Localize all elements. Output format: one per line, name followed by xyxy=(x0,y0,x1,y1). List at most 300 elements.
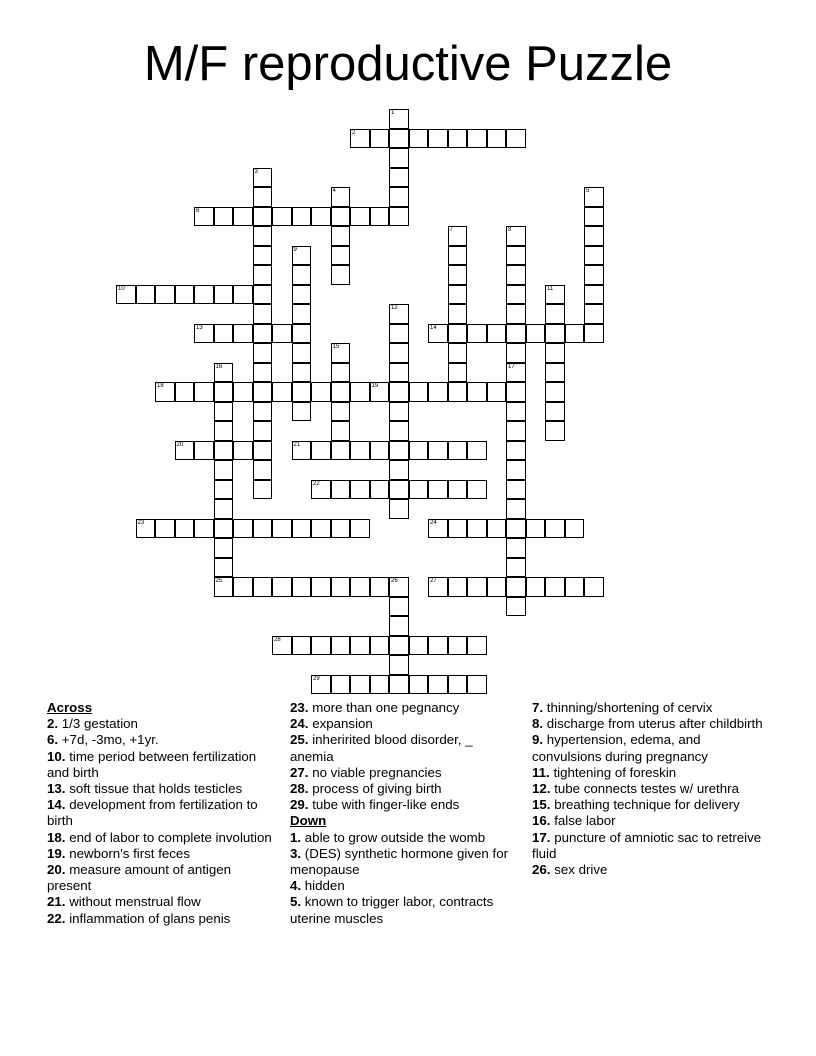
grid-cell[interactable] xyxy=(253,168,273,188)
grid-cell[interactable] xyxy=(350,129,370,149)
grid-cell[interactable] xyxy=(292,207,312,227)
grid-cell[interactable] xyxy=(214,207,234,227)
grid-cell[interactable] xyxy=(448,285,468,305)
grid-cell[interactable] xyxy=(448,480,468,500)
grid-cell[interactable] xyxy=(389,499,409,519)
clue-number: 14 xyxy=(430,324,437,331)
grid-cell[interactable] xyxy=(428,129,448,149)
down-clue xyxy=(532,765,772,781)
grid-cell[interactable] xyxy=(175,285,195,305)
clue-text: hidden xyxy=(301,878,345,894)
grid-cell[interactable] xyxy=(214,402,234,422)
clue-number: 18 xyxy=(157,383,164,389)
clue-text: (DES) synthetic hormone given for menopause xyxy=(290,845,509,878)
grid-cell[interactable] xyxy=(331,636,351,656)
grid-cell[interactable] xyxy=(214,363,234,383)
grid-cell[interactable] xyxy=(253,304,273,324)
clue-number-label: 22. xyxy=(47,910,66,926)
grid-cell[interactable] xyxy=(428,675,448,695)
grid-cell[interactable] xyxy=(409,675,429,695)
grid-cell[interactable] xyxy=(311,577,331,597)
grid-cell[interactable] xyxy=(584,304,604,324)
grid-cell[interactable] xyxy=(506,441,526,461)
grid-cell[interactable] xyxy=(545,577,565,597)
grid-cell[interactable] xyxy=(409,382,429,402)
down-clue xyxy=(532,700,772,716)
grid-cell[interactable] xyxy=(350,636,370,656)
grid-cell[interactable] xyxy=(370,636,390,656)
grid-cell[interactable] xyxy=(214,519,234,539)
grid-cell[interactable] xyxy=(389,363,409,383)
across-clue xyxy=(47,862,275,894)
clue-text: development from fertilization to birth xyxy=(47,797,258,829)
grid-cell[interactable] xyxy=(292,519,312,539)
clue-number: 2 xyxy=(352,129,356,136)
grid-cell[interactable] xyxy=(506,538,526,558)
grid-cell[interactable] xyxy=(467,129,487,149)
grid-cell[interactable] xyxy=(584,207,604,227)
grid-cell[interactable] xyxy=(506,324,526,344)
grid-cell[interactable] xyxy=(214,499,234,519)
clue-number: 25 xyxy=(215,578,223,584)
grid-cell[interactable] xyxy=(389,343,409,363)
grid-cell[interactable] xyxy=(253,265,273,285)
grid-cell[interactable] xyxy=(311,675,331,695)
grid-cell[interactable] xyxy=(233,324,253,344)
grid-cell[interactable] xyxy=(389,402,409,422)
clue-number-label: 19. xyxy=(47,845,66,861)
grid-cell[interactable] xyxy=(253,246,273,266)
grid-cell[interactable] xyxy=(292,304,312,324)
grid-cell[interactable] xyxy=(506,577,526,597)
grid-cell[interactable] xyxy=(428,480,448,500)
clue-text: breathing technique for delivery xyxy=(550,797,740,813)
grid-cell[interactable] xyxy=(565,519,585,539)
grid-cell[interactable] xyxy=(565,577,585,597)
grid-cell[interactable] xyxy=(233,577,253,597)
clue-number-label: 3. xyxy=(290,845,302,861)
grid-cell[interactable] xyxy=(545,382,565,402)
grid-cell[interactable] xyxy=(214,538,234,558)
down-clue xyxy=(532,797,772,813)
grid-cell[interactable] xyxy=(467,480,487,500)
grid-cell[interactable] xyxy=(506,480,526,500)
grid-cell[interactable] xyxy=(253,187,273,207)
grid-cell[interactable] xyxy=(448,129,468,149)
grid-cell[interactable] xyxy=(370,441,390,461)
grid-cell[interactable] xyxy=(467,382,487,402)
grid-cell[interactable] xyxy=(253,441,273,461)
grid-cell[interactable] xyxy=(584,285,604,305)
grid-cell[interactable] xyxy=(448,636,468,656)
grid-cell[interactable] xyxy=(311,480,331,500)
grid-cell[interactable] xyxy=(194,207,214,227)
grid-cell[interactable] xyxy=(331,402,351,422)
across-clue xyxy=(47,911,275,927)
clue-number: 24 xyxy=(430,519,437,526)
grid-cell[interactable] xyxy=(389,421,409,441)
clue-number: 23 xyxy=(137,519,145,526)
grid-cell[interactable] xyxy=(487,129,507,149)
grid-cell[interactable] xyxy=(526,519,546,539)
grid-cell[interactable] xyxy=(331,382,351,402)
grid-cell[interactable] xyxy=(389,675,409,695)
grid-cell[interactable] xyxy=(253,226,273,246)
clue-number: 3 xyxy=(254,168,258,175)
grid-cell[interactable] xyxy=(506,129,526,149)
clue-number: 19 xyxy=(371,383,379,389)
grid-cell[interactable] xyxy=(506,402,526,422)
clue-number: 29 xyxy=(313,675,320,682)
clue-text: +7d, -3mo, +1yr. xyxy=(58,732,159,748)
grid-cell[interactable] xyxy=(428,324,448,344)
grid-cell[interactable] xyxy=(506,246,526,266)
grid-cell[interactable] xyxy=(253,460,273,480)
grid-cell[interactable] xyxy=(584,246,604,266)
grid-cell[interactable] xyxy=(370,480,390,500)
clue-text: puncture of amniotic sac to retreive fluid xyxy=(532,829,762,861)
grid-cell[interactable] xyxy=(467,441,487,461)
grid-cell[interactable] xyxy=(584,577,604,597)
grid-cell[interactable] xyxy=(253,402,273,422)
grid-cell[interactable] xyxy=(194,441,214,461)
grid-cell[interactable] xyxy=(409,636,429,656)
grid-cell[interactable] xyxy=(448,675,468,695)
grid-cell[interactable] xyxy=(331,207,351,227)
grid-cell[interactable] xyxy=(448,246,468,266)
clue-text: more than one pegnancy xyxy=(308,700,460,715)
grid-cell[interactable] xyxy=(506,304,526,324)
grid-cell[interactable] xyxy=(194,519,214,539)
grid-cell[interactable] xyxy=(292,343,312,363)
grid-cell[interactable] xyxy=(331,187,351,207)
clue-text: hypertension, edema, and convulsions during pregnancy xyxy=(532,732,708,764)
clue-text: no viable pregnancies xyxy=(308,764,442,780)
grid-cell[interactable] xyxy=(331,441,351,461)
grid-cell[interactable] xyxy=(448,343,468,363)
grid-cell[interactable] xyxy=(389,441,409,461)
clue-number-label: 25. xyxy=(290,732,309,748)
grid-cell[interactable] xyxy=(292,577,312,597)
clue-number: 28 xyxy=(274,636,281,643)
clue-number-label: 14. xyxy=(47,797,66,813)
grid-cell[interactable] xyxy=(506,265,526,285)
down-clue xyxy=(532,732,772,764)
grid-cell[interactable] xyxy=(389,460,409,480)
grid-cell[interactable] xyxy=(331,246,351,266)
grid-cell[interactable] xyxy=(370,577,390,597)
grid-cell[interactable] xyxy=(272,577,292,597)
grid-cell[interactable] xyxy=(545,421,565,441)
grid-cell[interactable] xyxy=(526,324,546,344)
grid-cell[interactable] xyxy=(584,324,604,344)
grid-cell[interactable] xyxy=(253,285,273,305)
grid-cell[interactable] xyxy=(389,129,409,149)
grid-cell[interactable] xyxy=(389,109,409,129)
grid-cell[interactable] xyxy=(389,655,409,675)
grid-cell[interactable] xyxy=(448,441,468,461)
grid-cell[interactable] xyxy=(253,207,273,227)
grid-cell[interactable] xyxy=(292,636,312,656)
grid-cell[interactable] xyxy=(272,519,292,539)
grid-cell[interactable] xyxy=(175,441,195,461)
grid-cell[interactable] xyxy=(389,168,409,188)
clue-number: 15 xyxy=(332,344,340,350)
grid-cell[interactable] xyxy=(370,207,390,227)
grid-cell[interactable] xyxy=(545,343,565,363)
clue-text: tightening of foreskin xyxy=(549,764,677,780)
grid-cell[interactable] xyxy=(506,460,526,480)
grid-cell[interactable] xyxy=(389,636,409,656)
grid-cell[interactable] xyxy=(370,675,390,695)
grid-cell[interactable] xyxy=(350,519,370,539)
clue-text: tube with finger-like ends xyxy=(308,797,460,813)
grid-cell[interactable] xyxy=(311,519,331,539)
clue-number-label: 26. xyxy=(532,862,551,878)
grid-cell[interactable] xyxy=(350,480,370,500)
grid-cell[interactable] xyxy=(253,382,273,402)
grid-cell[interactable] xyxy=(506,597,526,617)
clue-number: 12 xyxy=(391,305,398,311)
grid-cell[interactable] xyxy=(292,441,312,461)
grid-cell[interactable] xyxy=(331,226,351,246)
grid-cell[interactable] xyxy=(214,558,234,578)
grid-cell[interactable] xyxy=(253,363,273,383)
grid-cell[interactable] xyxy=(506,421,526,441)
grid-cell[interactable] xyxy=(545,304,565,324)
grid-cell[interactable] xyxy=(448,265,468,285)
grid-cell[interactable] xyxy=(428,382,448,402)
grid-cell[interactable] xyxy=(506,226,526,246)
grid-cell[interactable] xyxy=(331,265,351,285)
across-clue xyxy=(290,781,518,797)
grid-cell[interactable] xyxy=(448,304,468,324)
across-clue xyxy=(47,716,275,732)
grid-cell[interactable] xyxy=(389,148,409,168)
clue-number: 9 xyxy=(293,246,297,253)
grid-cell[interactable] xyxy=(584,226,604,246)
grid-cell[interactable] xyxy=(467,636,487,656)
across-clue xyxy=(47,894,275,910)
clue-number-label: 17. xyxy=(532,829,551,845)
grid-cell[interactable] xyxy=(428,519,448,539)
grid-cell[interactable] xyxy=(272,636,292,656)
grid-cell[interactable] xyxy=(292,265,312,285)
down-clue xyxy=(290,878,518,894)
clue-number-label: 10. xyxy=(47,748,66,764)
grid-cell[interactable] xyxy=(409,129,429,149)
clue-number: 11 xyxy=(547,285,554,292)
grid-cell[interactable] xyxy=(272,324,292,344)
grid-cell[interactable] xyxy=(467,577,487,597)
grid-cell[interactable] xyxy=(292,324,312,344)
grid-cell[interactable] xyxy=(565,324,585,344)
grid-cell[interactable] xyxy=(253,480,273,500)
grid-cell[interactable] xyxy=(214,441,234,461)
clue-number-label: 7. xyxy=(532,700,544,715)
clue-number: 1 xyxy=(391,110,395,116)
grid-cell[interactable] xyxy=(292,363,312,383)
grid-cell[interactable] xyxy=(409,441,429,461)
grid-cell[interactable] xyxy=(214,324,234,344)
grid-cell[interactable] xyxy=(428,577,448,597)
grid-cell[interactable] xyxy=(292,382,312,402)
grid-cell[interactable] xyxy=(545,519,565,539)
grid-cell[interactable] xyxy=(448,363,468,383)
grid-cell[interactable] xyxy=(175,382,195,402)
grid-cell[interactable] xyxy=(545,402,565,422)
grid-cell[interactable] xyxy=(487,382,507,402)
down-clue xyxy=(532,813,772,829)
grid-cell[interactable] xyxy=(448,382,468,402)
grid-cell[interactable] xyxy=(253,343,273,363)
grid-cell[interactable] xyxy=(272,207,292,227)
grid-cell[interactable] xyxy=(214,382,234,402)
grid-cell[interactable] xyxy=(253,324,273,344)
grid-cell[interactable] xyxy=(350,675,370,695)
grid-cell[interactable] xyxy=(526,577,546,597)
grid-cell[interactable] xyxy=(389,304,409,324)
grid-cell[interactable] xyxy=(136,285,156,305)
grid-cell[interactable] xyxy=(155,285,175,305)
grid-cell[interactable] xyxy=(214,421,234,441)
grid-cell[interactable] xyxy=(467,519,487,539)
grid-cell[interactable] xyxy=(350,207,370,227)
grid-cell[interactable] xyxy=(331,519,351,539)
grid-cell[interactable] xyxy=(448,324,468,344)
grid-cell[interactable] xyxy=(214,285,234,305)
grid-cell[interactable] xyxy=(311,207,331,227)
clue-text: soft tissue that holds testicles xyxy=(65,781,243,797)
grid-cell[interactable] xyxy=(389,616,409,636)
grid-cell[interactable] xyxy=(136,519,156,539)
grid-cell[interactable] xyxy=(506,519,526,539)
grid-cell[interactable] xyxy=(389,480,409,500)
grid-cell[interactable] xyxy=(350,441,370,461)
clue-number: 8 xyxy=(508,227,512,233)
grid-cell[interactable] xyxy=(292,285,312,305)
grid-cell[interactable] xyxy=(370,382,390,402)
grid-cell[interactable] xyxy=(233,441,253,461)
grid-cell[interactable] xyxy=(331,675,351,695)
grid-cell[interactable] xyxy=(467,675,487,695)
grid-cell[interactable] xyxy=(506,499,526,519)
grid-cell[interactable] xyxy=(409,480,429,500)
grid-cell[interactable] xyxy=(233,207,253,227)
grid-cell[interactable] xyxy=(428,636,448,656)
grid-cell[interactable] xyxy=(155,519,175,539)
grid-cell[interactable] xyxy=(448,577,468,597)
grid-cell[interactable] xyxy=(214,460,234,480)
grid-cell[interactable] xyxy=(545,324,565,344)
grid-cell[interactable] xyxy=(194,285,214,305)
grid-cell[interactable] xyxy=(545,363,565,383)
across-clue xyxy=(290,732,518,764)
grid-cell[interactable] xyxy=(175,519,195,539)
grid-cell[interactable] xyxy=(506,343,526,363)
clue-text: end of labor to complete involution xyxy=(65,829,272,845)
grid-cell[interactable] xyxy=(389,187,409,207)
grid-cell[interactable] xyxy=(272,382,292,402)
grid-cell[interactable] xyxy=(389,207,409,227)
clue-text: false labor xyxy=(550,813,616,829)
grid-cell[interactable] xyxy=(331,363,351,383)
grid-cell[interactable] xyxy=(194,324,214,344)
clue-number-label: 16. xyxy=(532,813,551,829)
clue-number-label: 6. xyxy=(47,732,59,748)
grid-cell[interactable] xyxy=(545,285,565,305)
grid-cell[interactable] xyxy=(428,441,448,461)
grid-cell[interactable] xyxy=(448,519,468,539)
grid-cell[interactable] xyxy=(311,382,331,402)
clue-number: 13 xyxy=(196,324,203,331)
grid-cell[interactable] xyxy=(331,343,351,363)
grid-cell[interactable] xyxy=(506,382,526,402)
grid-cell[interactable] xyxy=(292,246,312,266)
grid-cell[interactable] xyxy=(584,187,604,207)
grid-cell[interactable] xyxy=(389,382,409,402)
across-clue xyxy=(290,797,518,813)
clue-number-label: 1. xyxy=(290,829,302,845)
grid-cell[interactable] xyxy=(331,480,351,500)
grid-cell[interactable] xyxy=(253,519,273,539)
grid-cell[interactable] xyxy=(506,285,526,305)
grid-cell[interactable] xyxy=(331,421,351,441)
grid-cell[interactable] xyxy=(233,382,253,402)
clue-number-label: 23. xyxy=(290,700,309,715)
grid-cell[interactable] xyxy=(311,636,331,656)
grid-cell[interactable] xyxy=(389,324,409,344)
down-clue xyxy=(290,846,518,878)
grid-cell[interactable] xyxy=(506,363,526,383)
down-clue xyxy=(532,862,772,878)
grid-cell[interactable] xyxy=(350,577,370,597)
grid-cell[interactable] xyxy=(311,441,331,461)
grid-cell[interactable] xyxy=(155,382,175,402)
grid-cell[interactable] xyxy=(233,519,253,539)
grid-cell[interactable] xyxy=(584,265,604,285)
grid-cell[interactable] xyxy=(194,382,214,402)
grid-cell[interactable] xyxy=(506,558,526,578)
clue-text: tube connects testes w/ urethra xyxy=(550,781,739,797)
clue-text: inheririted blood disorder, _ anemia xyxy=(290,732,473,764)
page-title: M/F reproductive Puzzle xyxy=(143,37,673,91)
grid-cell[interactable] xyxy=(214,480,234,500)
grid-cell[interactable] xyxy=(292,402,312,422)
grid-cell[interactable] xyxy=(253,577,273,597)
grid-cell[interactable] xyxy=(487,324,507,344)
grid-cell[interactable] xyxy=(331,577,351,597)
grid-cell[interactable] xyxy=(116,285,136,305)
clue-number-label: 15. xyxy=(532,797,551,813)
across-clue xyxy=(290,700,518,716)
clue-number: 7 xyxy=(449,227,453,233)
clue-text: thinning/shortening of cervix xyxy=(543,700,713,715)
grid-cell[interactable] xyxy=(253,421,273,441)
grid-cell[interactable] xyxy=(370,129,390,149)
grid-cell[interactable] xyxy=(487,519,507,539)
grid-cell[interactable] xyxy=(350,382,370,402)
grid-cell[interactable] xyxy=(214,577,234,597)
grid-cell[interactable] xyxy=(389,577,409,597)
grid-cell[interactable] xyxy=(487,577,507,597)
grid-cell[interactable] xyxy=(448,226,468,246)
clue-text: newborn's first feces xyxy=(65,845,190,861)
clue-text: 1/3 gestation xyxy=(58,716,138,732)
grid-cell[interactable] xyxy=(389,597,409,617)
grid-cell[interactable] xyxy=(233,285,253,305)
grid-cell[interactable] xyxy=(467,324,487,344)
